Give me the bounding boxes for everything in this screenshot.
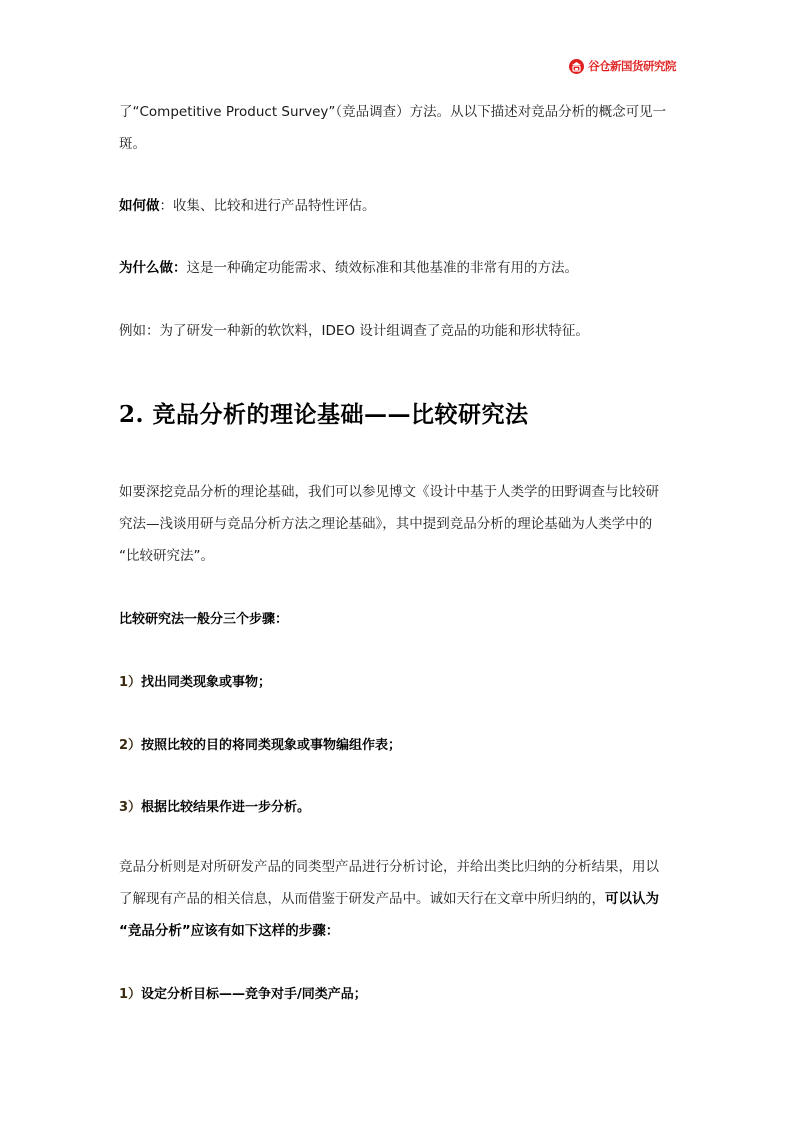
intro-line-1: 了“Competitive Product Survey”（竞品调查）方法。从以下描述对竞品分析的概念可见一 <box>119 104 667 120</box>
step-number: 1） <box>119 987 142 1002</box>
ca-line-3: “竞品分析”应该有如下这样的步骤： <box>119 923 340 939</box>
ca-line-2-normal: 了解现有产品的相关信息，从而借鉴于研发产品中。诚如天行在文章中所归纳的， <box>119 891 605 907</box>
why-text: 这是一种确定功能需求、绩效标准和其他基准的非常有用的方法。 <box>186 260 578 276</box>
step-item-3 <box>119 796 310 815</box>
step-text: 按照比较的目的将同类现象或事物编组作表； <box>141 738 402 753</box>
step-item-2 <box>119 734 401 753</box>
intro-line-2: 斑。 <box>119 136 146 152</box>
how-label: 如何做 <box>119 198 160 214</box>
step-text: 根据比较结果作进一步分析。 <box>141 800 311 815</box>
theory-line-1: 如要深挖竞品分析的理论基础，我们可以参见博文《设计中基于人类学的田野调查与比较研 <box>119 484 659 500</box>
example-paragraph <box>119 315 679 347</box>
step-number: 3） <box>119 800 142 815</box>
step-text: 设定分析目标——竞争对手/同类产品； <box>141 987 367 1002</box>
step-item-1 <box>119 671 271 690</box>
theory-line-2: 究法—浅谈用研与竞品分析方法之理论基础》，其中提到竞品分析的理论基础为人类学中的 <box>119 516 653 532</box>
analysis-step-item-1 <box>119 983 367 1002</box>
competitive-analysis-paragraph <box>119 851 679 947</box>
granary-seal-icon <box>569 59 584 74</box>
why-label: 为什么做： <box>119 260 187 276</box>
step-number: 1） <box>119 675 142 690</box>
logo-text: 谷仓新国货研究院 <box>588 59 676 73</box>
theory-paragraph <box>119 476 679 572</box>
theory-line-3: “比较研究法”。 <box>119 548 214 564</box>
ca-line-2-bold: 可以认为 <box>605 891 659 907</box>
how-text: ：收集、比较和进行产品特性评估。 <box>159 198 376 214</box>
example-text: 例如：为了研发一种新的软饮料，IDEO 设计组调查了竞品的功能和形状特征。 <box>119 323 589 339</box>
step-number: 2） <box>119 738 142 753</box>
ca-line-1: 竞品分析则是对所研发产品的同类型产品进行分析讨论，并给出类比归纳的分析结果，用以 <box>119 859 659 875</box>
why-paragraph <box>119 252 679 284</box>
how-paragraph <box>119 190 679 222</box>
step-text: 找出同类现象或事物； <box>141 675 272 690</box>
steps-title: 比较研究法一般分三个步骤： <box>119 612 289 627</box>
header-logo <box>569 58 676 74</box>
section-heading: 2. 竞品分析的理论基础——比较研究法 <box>119 401 529 428</box>
ca-line-2 <box>119 883 679 915</box>
intro-paragraph <box>119 96 679 160</box>
